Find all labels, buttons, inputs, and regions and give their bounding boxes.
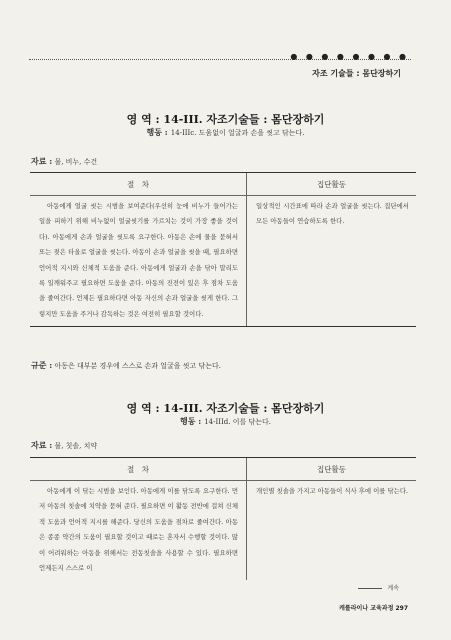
section1-criterion [31,360,221,371]
section1-criterion-text: 아동은 대부분 경우에 스스로 손과 얼굴을 씻고 닦는다. [54,362,222,370]
section1-criterion-label: 규준 : [31,360,53,370]
continued-marker: 계속 [358,583,399,592]
section2-materials [31,440,97,451]
section2-table [30,457,416,580]
section2-procedure-text: 아동에게 이 닦는 시범을 보인다. 아동에게 이를 닦도록 요구한다. 먼저 아동의 칫솔에 치약을 묻혀 준다. 필요하면 이 활동 전반에 걸쳐 신체적 도움과 언어적 지시를 해준다. 당신의 도움을 점차로 줄여간다. 아동은 종종 약간의 도움이 필요할 것이고 때로는 혼자서 수행할 것이다. 많이 어려워하는 아동을 위해서는 전동칫솔을 사용할 수 있다. 필요하면 언제든지 스스로 이 [30,481,247,580]
section1-materials [31,156,97,167]
page-footer: 캐롤라이나 교육과정 297 [339,605,408,612]
section1-group-header: 집단활동 [317,179,346,189]
header-bullets: ● ● ● ● ● ● ● ● [290,52,409,61]
section2-behavior-label: 행동 : [180,416,202,426]
section1-procedure-text: 아동에게 얼굴 씻는 시범을 보여준다(우선히 눈에 비누가 들어가는 일을 피하기 위해 비누없이 얼굴씻기를 가르치는 것이 가장 좋을 것이다). 아동에게 손과 얼굴을 씻도록 요구한다. 아동은 손에 물을 묻혀서 또는 젖은 타올로 얼굴을 씻는다. 아동이 손과 얼굴을 씻을 때, 필요하면 언어적 지시와 신체적 도움을 준다. 아동에게 얼굴과 손을 닦아 말리도록 일깨워주고 필요하면 도움을 준다. 아동의 진전이 있은 후 점차 도움을 줄여간다. 언제든 필요하다면 아동 자신의 손과 얼굴을 씻게 한다. 그렇지만 도움을 주거나 감독하는 것은 여전히 필요할 것이다. [30,196,247,326]
section2-group-text: 개인별 칫솔을 가지고 아동들이 식사 후에 이를 닦는다. [256,487,409,495]
section2-procedure-header: 절 차 [30,458,247,480]
section2-group-header: 집단활동 [317,464,346,474]
section2-title: 영 역 : 14-III. 자조기술들 : 몸단장하기 [126,402,325,415]
section1-table-body [30,196,416,326]
section2-behavior [0,416,451,427]
section1-group-text: 일상적인 시간표에 따라 손과 얼굴을 씻는다. 집단에서 모든 아동들이 연습하도록 한다. [256,202,409,226]
section2-materials-text: 물, 칫솔, 치약 [54,442,98,450]
section1-materials-label: 자료 : [31,156,53,166]
section1-behavior [0,127,451,138]
section1-title: 영 역 : 14-III. 자조기술들 : 몸단장하기 [126,113,325,126]
section1-table [30,172,416,327]
section1-materials-text: 물, 비누, 수건 [54,158,98,166]
section1-behavior-text: 14-IIIc. 도움없이 얼굴과 손을 씻고 닦는다. [170,129,305,137]
section1-table-header [30,173,416,196]
section2-behavior-text: 14-IIId. 이를 닦는다. [204,418,271,426]
section2-table-body [30,481,416,580]
section2-materials-label: 자료 : [31,440,53,450]
running-header-title: 자조 기술들 : 몸단장하기 [312,69,401,78]
section1-procedure-header: 절 차 [30,173,247,195]
section1-behavior-label: 행동 : [146,127,168,137]
section2-table-header [30,458,416,481]
